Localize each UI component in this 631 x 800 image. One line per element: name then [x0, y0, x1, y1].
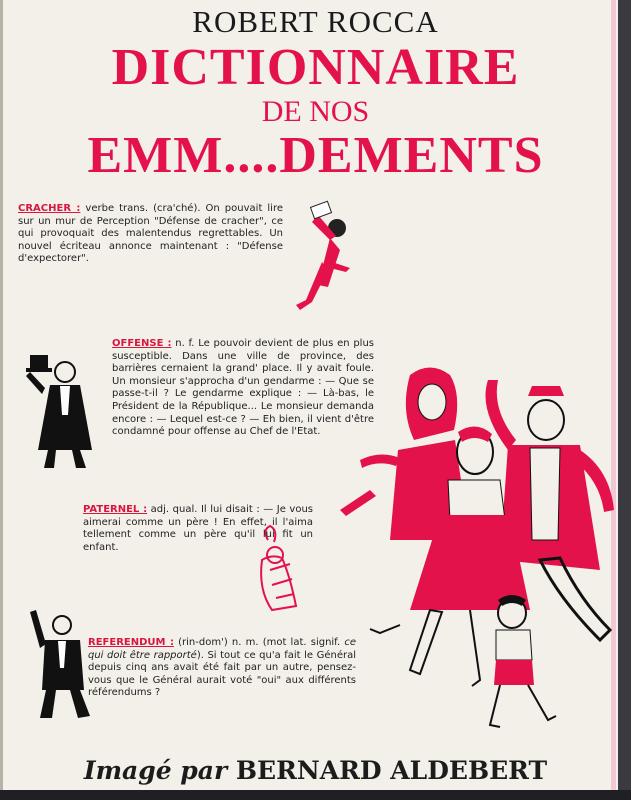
title-emmerdements: EMM....DEMENTS [87, 127, 544, 184]
credit-prefix: Imagé par [83, 756, 228, 785]
title-de-nos: DE NOS [261, 95, 370, 128]
title-dictionnaire: DICTIONNAIRE [111, 39, 520, 96]
politician-illustration [30, 610, 90, 718]
illustrator-credit [0, 756, 631, 785]
definition-offense: n. f. Le pouvoir devient de plus en plus susceptible. Dans une ville de province, des barrières cernaient la grand' place. Il y avait foule. Un monsieur s'approcha d'un gendarme : — Que se passe-t-il ? Le gendarme explique : — Là-bas, le Président de la République... Le monsieur demanda encore : — Lequel est-ce ? — Eh bien, il vient d'être condamné pour offense au Chef de l'Etat. [112, 338, 374, 438]
definition-paternel: adj. qual. Il lui disait : — Je vous aimerai comme un père ! En effet, il l'aima tellement comme un père qu'il lui fit un enfant. [83, 504, 313, 553]
entry-referendum [88, 637, 356, 700]
definition-referendum-a: (rin-dom') n. m. (mot lat. signif. [173, 637, 345, 648]
headword-paternel: PATERNEL : [83, 504, 148, 515]
fleeing-family-illustration [340, 368, 614, 728]
credit-name: BERNARD ALDEBERT [235, 756, 548, 785]
headword-offense: OFFENSE : [112, 338, 172, 349]
author-name: ROBERT ROCCA [192, 4, 439, 39]
definition-cracher: verbe trans. (cra'ché). On pouvait lire sur un mur de Perception "Défense de cracher", ce qui provoquait des malentendus regrettables. Un nouvel écriteau annonce maintenant : "Défense d'expectorer". [18, 203, 283, 265]
judge-illustration [26, 355, 92, 468]
definition-referendum-b: ). Si tout ce qu'a fait le Général depuis cinq ans avait été fait par un autre, pensez-vous que le Général aurait voté "oui" aux différents référendums ? [88, 649, 356, 699]
entry-paternel [83, 504, 313, 554]
entry-offense [112, 338, 374, 439]
cover-bottom-edge [0, 790, 631, 800]
entry-cracher [18, 203, 283, 266]
headword-referendum: REFERENDUM : [88, 637, 174, 648]
spitting-man-illustration [296, 201, 350, 310]
headword-cracher: CRACHER : [18, 203, 81, 214]
definition-referendum-italic: ce qui doit être rapporté [88, 637, 356, 661]
